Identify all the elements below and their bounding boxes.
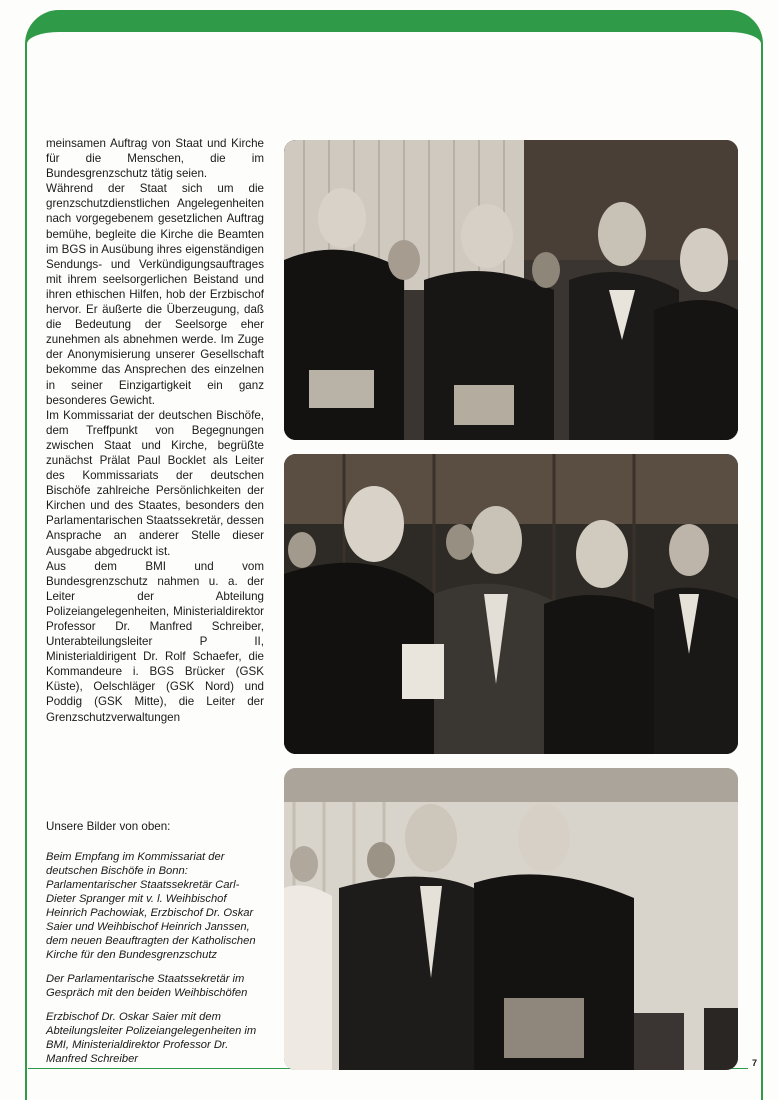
photo-captions [46,820,266,1076]
caption-item: Der Parlamentarische Staatssekretär im Gespräch mit den beiden Weihbischöfen [46,973,248,999]
photo-conversation [284,454,738,754]
article-body [46,136,264,725]
body-paragraph: Während der Staat sich um die grenzschutzdienstlichen Angelegenheiten nach vorgegebenem gesetzlichen Auftrag bemühe, begleite die Kirche die Beamten im BGS in Ausübung ihres eigenständigen Sendungs- und Verkündigungsauftrages mit ihrem seelsorgerlichen Beistand und ihren ethischen Hilfen, hob der Erzbischof hervor. Er äußerte die Überzeugung, daß die Bedeutung der Seelsorge eher zunehmen als abnehmen werde. Im Zuge der Anonymisierung unserer Gesellschaft bekomme das Ansprechen des einzelnen in seiner Einzigartigkeit ein ganz besonderes Gewicht. [46,182,264,407]
captions-heading: Unsere Bilder von oben: [46,820,171,833]
body-paragraph: Im Kommissariat der deutschen Bischöfe, dem Treffpunkt von Begegnungen zwischen Staat und Kirche, begrüßte zunächst Prälat Paul Bocklet als Leiter des Kommissariats der deutschen Bischöfe zahlreiche Persönlichkeiten der Kirchen und des Staates, besonders den Parlamentarischen Staatssekretär, dessen Ansprache an anderer Stelle dieser Ausgabe abgedruckt ist. [46,408,264,558]
photo-archbishop-with-director [284,768,738,1070]
caption-item: Erzbischof Dr. Oskar Saier mit dem Abteilungsleiter Polizeiangelegenheiten im BMI, Ministerialdirektor Professor Dr. Manfred Schreiber [46,1011,257,1065]
caption-item: Beim Empfang im Kommissariat der deutschen Bischöfe in Bonn: Parlamentarischer Staatssekretär Carl-Dieter Spranger mit v. l. Weihbischof Heinrich Pachowiak, Erzbischof Dr. Oskar Saier und Weihbischof Heinrich Janssen, dem neuen Beauftragten der Katholischen Kirche für den Bundesgrenzschutz [46,851,256,961]
body-paragraph: meinsamen Auftrag von Staat und Kirche für die Menschen, die im Bundesgrenzschutz tätig seien. [46,137,264,181]
photo-reception-group [284,140,738,440]
page-number: 7 [752,1058,758,1068]
body-paragraph: Aus dem BMI und vom Bundesgrenzschutz nahmen u. a. der Leiter der Abteilung Polizeiangelegenheiten, Ministerialdirektor Professor Dr. Manfred Schreiber, Unterabteilungsleiter P II, Ministerialdirigent Dr. Rolf Schaefer, die Kommandeure i. BGS Brücker (GSK Küste), Oelschläger (GSK Nord) und Poddig (GSK Mitte), die Leiter der Grenzschutzverwaltungen [46,559,264,724]
